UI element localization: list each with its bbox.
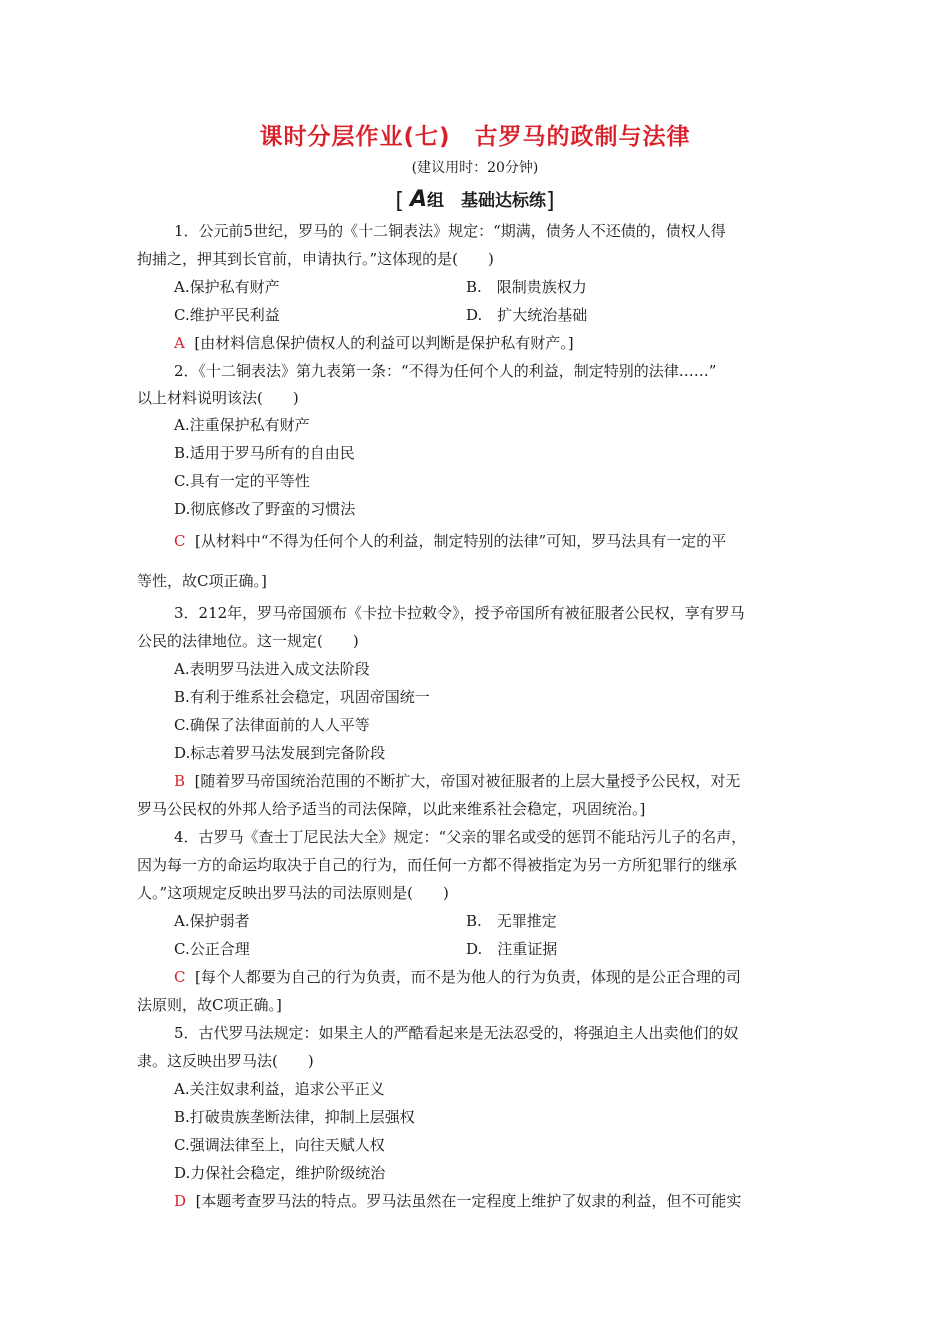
- question-4-option-b: B. 无罪推定: [466, 912, 557, 930]
- group-bracket-left: [: [395, 189, 404, 214]
- question-5-answer: D: [174, 1192, 187, 1210]
- question-4-option-c: C.公正合理: [174, 940, 250, 958]
- question-5-stem-line-2: 隶。这反映出罗马法( ): [137, 1052, 314, 1070]
- question-4-stem-line-1: 4．古罗马《查士丁尼民法大全》规定：“父亲的罪名或受的惩罚不能玷污儿子的名声，: [174, 828, 747, 846]
- question-3-stem-line-2: 公民的法律地位。这一规定( ): [137, 632, 359, 650]
- group-label: 组 基础达标练: [427, 191, 547, 211]
- question-3-explanation-2: 罗马公民权的外邦人给予适当的司法保障，以此来维系社会稳定，巩固统治。]: [137, 800, 646, 818]
- group-bracket-right: ]: [546, 189, 555, 214]
- question-3-option-c: C.确保了法律面前的人人平等: [174, 716, 370, 734]
- page-title: 课时分层作业(七) 古罗马的政制与法律: [259, 124, 691, 150]
- question-1-option-b: B. 限制贵族权力: [466, 278, 587, 296]
- question-2-explanation-2: 等性，故C项正确。]: [137, 572, 267, 590]
- question-4-option-d: D. 注重证据: [466, 940, 558, 958]
- question-2-answer: C: [174, 532, 186, 550]
- question-4-answer: C: [174, 968, 186, 986]
- question-5-option-a: A.关注奴隶利益，追求公平正义: [174, 1080, 385, 1098]
- question-2-option-b: B.适用于罗马所有的自由民: [174, 444, 355, 462]
- question-5-stem-line-1: 5．古代罗马法规定：如果主人的严酷看起来是无法忍受的，将强迫主人出卖他们的奴: [174, 1024, 739, 1042]
- question-2-answer-line: [174, 531, 726, 551]
- question-1-option-d: D. 扩大统治基础: [466, 306, 588, 324]
- question-2-explanation-1: [从材料中“不得为任何个人的利益，制定特别的法律”可知，罗马法具有一定的平: [195, 532, 727, 550]
- suggested-time: (建议用时：20分钟): [411, 160, 539, 176]
- question-4-stem-line-3: 人。”这项规定反映出罗马法的司法原则是( ): [137, 884, 449, 902]
- question-4-answer-line: [174, 967, 741, 987]
- question-2-stem-line-1: 2．《十二铜表法》第九表第一条：“不得为任何个人的利益，制定特别的法律……”: [174, 362, 717, 380]
- question-5-option-b: B.打破贵族垄断法律，抑制上层强权: [174, 1108, 415, 1126]
- question-3-explanation-1: [随着罗马帝国统治范围的不断扩大，帝国对被征服者的上层大量授予公民权，对无: [194, 772, 741, 790]
- question-1-answer-line: [174, 333, 574, 353]
- group-a-mark: A: [409, 187, 428, 212]
- question-4-option-a: A.保护弱者: [174, 912, 250, 930]
- question-4-explanation-1: [每个人都要为自己的行为负责，而不是为他人的行为负责，体现的是公正合理的司: [195, 968, 741, 986]
- question-5-explanation-1: [本题考查罗马法的特点。罗马法虽然在一定程度上维护了奴隶的利益，但不可能实: [195, 1192, 742, 1210]
- question-1-stem-line-2: 拘捕之，押其到长官前，申请执行。”这体现的是( ): [137, 250, 494, 268]
- question-1-option-a: A.保护私有财产: [174, 278, 280, 296]
- question-2-option-c: C.具有一定的平等性: [174, 472, 310, 490]
- question-3-option-d: D.标志着罗马法发展到完备阶段: [174, 744, 386, 762]
- question-5-option-d: D.力保社会稳定，维护阶级统治: [174, 1164, 386, 1182]
- question-1-answer: A: [174, 334, 185, 352]
- question-3-answer-line: [174, 771, 740, 791]
- question-3-stem-line-1: 3．212年，罗马帝国颁布《卡拉卡拉敕令》，授予帝国所有被征服者公民权，享有罗马: [174, 604, 745, 622]
- question-2-option-d: D.彻底修改了野蛮的习惯法: [174, 500, 356, 518]
- question-2-option-a: A.注重保护私有财产: [174, 416, 310, 434]
- question-5-option-c: C.强调法律至上，向往天赋人权: [174, 1136, 385, 1154]
- question-4-explanation-2: 法原则，故C项正确。]: [137, 996, 282, 1014]
- question-3-option-a: A.表明罗马法进入成文法阶段: [174, 660, 370, 678]
- question-1-option-c: C.维护平民利益: [174, 306, 280, 324]
- question-3-answer: B: [174, 772, 186, 790]
- question-4-stem-line-2: 因为每一方的命运均取决于自己的行为，而任何一方都不得被指定为另一方所犯罪行的继承: [137, 856, 738, 874]
- question-1-explanation: [由材料信息保护债权人的利益可以判断是保护私有财产。]: [194, 334, 574, 352]
- question-5-answer-line: [174, 1191, 741, 1211]
- group-heading: [0, 186, 950, 214]
- question-3-option-b: B.有利于维系社会稳定，巩固帝国统一: [174, 688, 430, 706]
- question-2-stem-line-2: 以上材料说明该法( ): [137, 389, 299, 407]
- question-1-stem-line-1: 1．公元前5世纪，罗马的《十二铜表法》规定：“期满，债务人不还债的，债权人得: [174, 222, 726, 240]
